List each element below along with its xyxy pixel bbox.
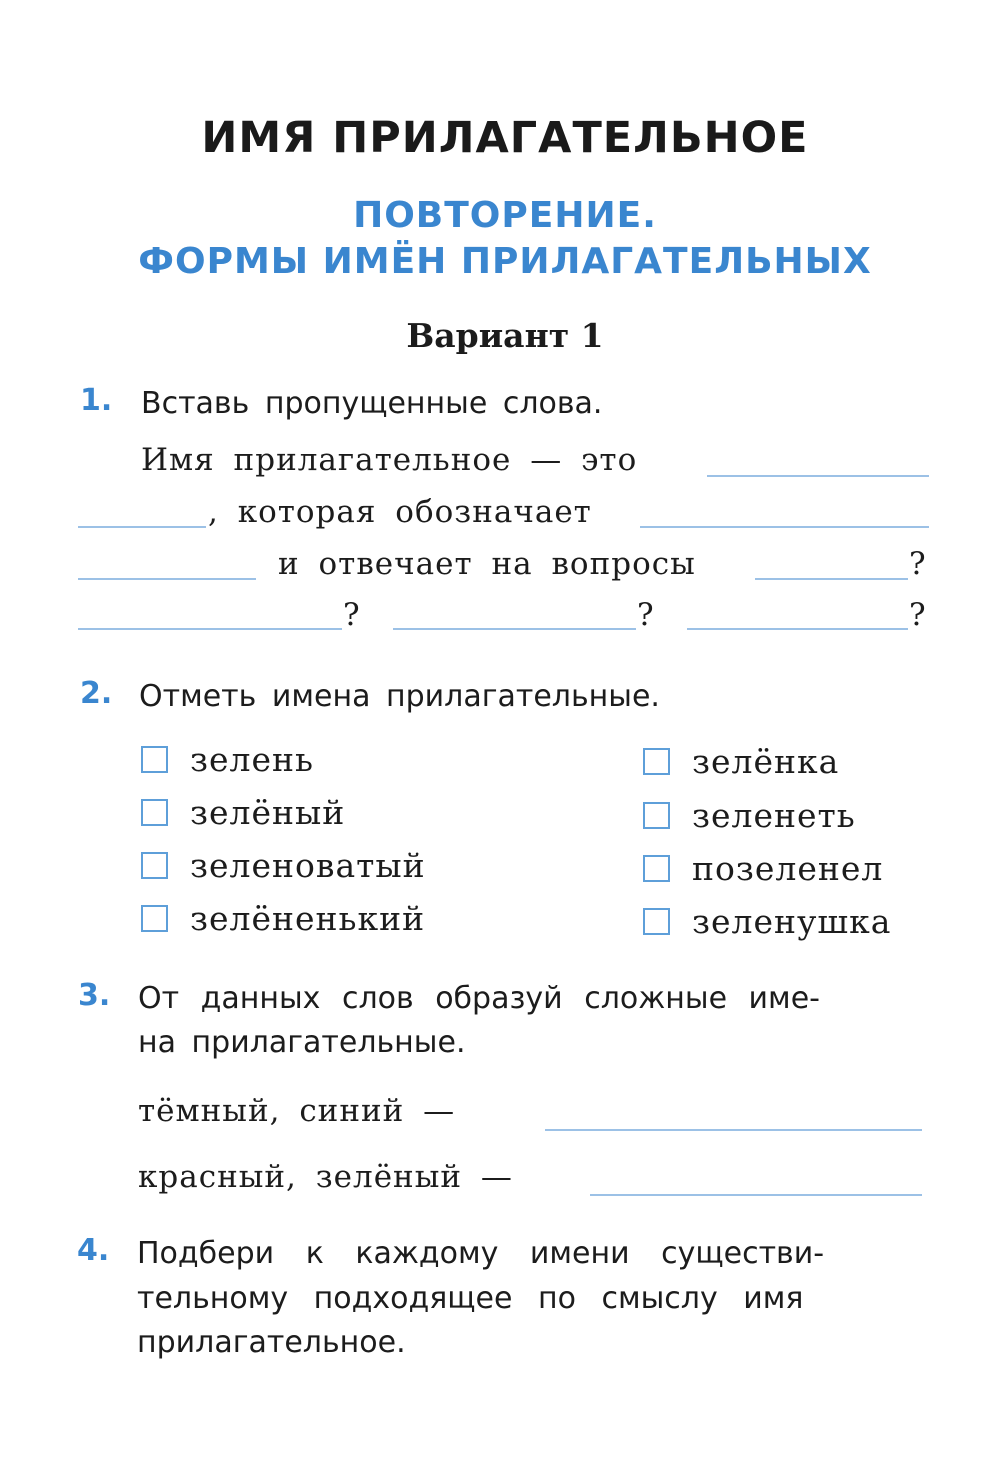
checkbox[interactable] (141, 746, 168, 773)
variant-label: Вариант 1 (406, 316, 604, 355)
task-instruction: тельному подходящее по смыслу имя (137, 1281, 804, 1316)
checkbox[interactable] (643, 802, 670, 829)
question-mark: ? (343, 597, 360, 633)
answer-line[interactable] (640, 526, 929, 528)
task-number: 3. (78, 978, 111, 1013)
answer-line[interactable] (78, 526, 206, 528)
fill-text: и отвечает на вопросы (278, 546, 696, 582)
option-label: зелёный (190, 793, 346, 832)
task-instruction: прилагательное. (137, 1325, 406, 1360)
fill-text: Имя прилагательное — это (141, 442, 638, 478)
task-instruction: От данных слов образуй сложные име- (138, 981, 820, 1016)
task-instruction: Отметь имена прилагательные. (139, 679, 660, 714)
answer-line[interactable] (393, 628, 636, 630)
answer-line[interactable] (687, 628, 908, 630)
checkbox[interactable] (643, 908, 670, 935)
option-label: позеленел (692, 849, 884, 888)
word-pair: красный, зелёный — (138, 1159, 513, 1195)
checkbox[interactable] (141, 905, 168, 932)
task-instruction: Подбери к каждому имени существи- (137, 1236, 825, 1271)
answer-line[interactable] (590, 1194, 922, 1196)
checkbox[interactable] (141, 852, 168, 879)
option-label: зелёнка (692, 742, 840, 781)
page-title: ИМЯ ПРИЛАГАТЕЛЬНОЕ (201, 113, 809, 163)
task-number: 1. (80, 383, 113, 418)
word-pair: тёмный, синий — (138, 1093, 456, 1129)
checkbox[interactable] (643, 855, 670, 882)
question-mark: ? (637, 597, 654, 633)
option-label: зеленоватый (190, 846, 426, 885)
task-number: 4. (77, 1233, 110, 1268)
question-mark: ? (909, 597, 926, 633)
answer-line[interactable] (78, 628, 342, 630)
section-subtitle: ФОРМЫ ИМЁН ПРИЛАГАТЕЛЬНЫХ (138, 241, 872, 282)
answer-line[interactable] (78, 578, 256, 580)
checkbox[interactable] (141, 799, 168, 826)
fill-text: , которая обозначает (208, 494, 592, 530)
section-subtitle: ПОВТОРЕНИЕ. (353, 195, 657, 236)
task-instruction: Вставь пропущенные слова. (141, 386, 603, 421)
option-label: зеленушка (692, 902, 892, 941)
task-number: 2. (80, 676, 113, 711)
option-label: зеленеть (692, 796, 856, 835)
checkbox[interactable] (643, 748, 670, 775)
answer-line[interactable] (707, 475, 929, 477)
option-label: зелень (190, 740, 314, 779)
answer-line[interactable] (545, 1129, 922, 1131)
option-label: зелёненький (190, 899, 426, 938)
task-instruction: на прилагательные. (138, 1025, 466, 1060)
question-mark: ? (909, 546, 926, 582)
answer-line[interactable] (755, 578, 908, 580)
